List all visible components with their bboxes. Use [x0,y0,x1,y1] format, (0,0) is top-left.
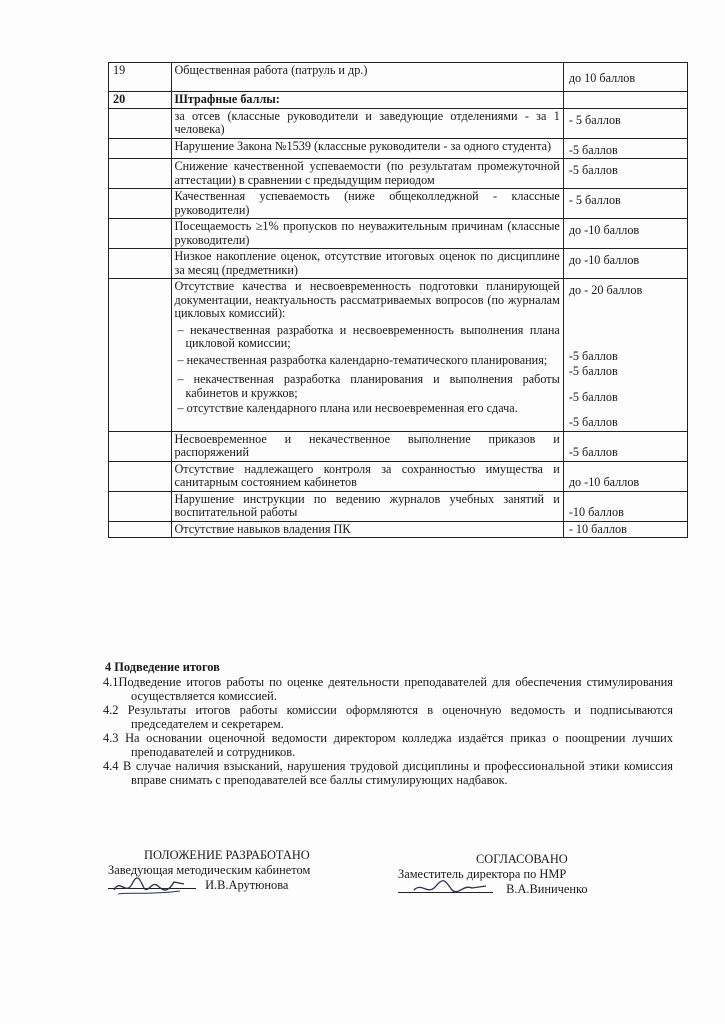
row-description: за отсев (классные руководители и заведующие отделениями - за 1 человека) [171,108,563,138]
approved-title: СОГЛАСОВАНО [476,852,568,866]
row-number [109,279,172,432]
row-points: до -10 баллов [563,219,687,249]
row-number [109,138,172,159]
row-description-intro: Отсутствие качества и несвоевременность подготовки планирующей документации, неактуальность рассматриваемых вопросов (по журналам цикловых комиссий): [174,279,560,320]
row-points: -5 баллов [563,431,687,461]
summary-item: 4.2 Результаты итогов работы комиссии оформляются в оценочную ведомость и подписываются председателем и секретарем. [103,703,673,731]
sub-item-points: -5 баллов [568,415,618,429]
summary-item: 4.4 В случае наличия взысканий, нарушения трудовой дисциплины и профессиональной этики комиссия вправе снимать с преподавателей все баллы стимулирующих надбавок. [103,759,673,787]
row-points: до -10 баллов [563,461,687,491]
summary-item: 4.3 На основании оценочной ведомости директором колледжа издаётся приказ о поощрении лучших преподавателей и сотрудников. [103,731,673,759]
row-points: - 5 баллов [563,189,687,219]
table-row [109,159,688,189]
summary-item: 4.1Подведение итогов работы по оценке деятельности преподавателей для обеспечения стимулирования осуществляется комиссией. [103,675,673,703]
row-number [109,189,172,219]
row-number [109,431,172,461]
row-points: -10 баллов [563,491,687,521]
table-row [109,189,688,219]
row-number [109,159,172,189]
row-points: до -10 баллов [563,249,687,279]
row-points [563,92,687,109]
row-number [109,219,172,249]
row-number [109,461,172,491]
row-number [109,108,172,138]
table-row [109,92,688,109]
row-number [109,249,172,279]
sub-item-points: -5 баллов [568,349,618,363]
row-number [109,491,172,521]
row-number [109,521,172,538]
row-number: 20 [109,92,172,109]
row-description: Нарушение Закона №1539 (классные руководители - за одного студента) [171,138,563,159]
table-row [109,279,688,432]
row-description: Общественная работа (патруль и др.) [171,63,563,92]
sub-item: – отсутствие календарного плана или несвоевременная его сдача. [177,401,518,415]
row-points: до 10 баллов [563,63,687,92]
signer-name: И.В.Арутюнова [205,878,289,892]
table-row [109,461,688,491]
handwritten-signature-right [410,878,490,900]
row-points: - 5 баллов [563,108,687,138]
sub-item-points: -5 баллов [568,364,618,378]
sub-item: – некачественная разработка планирования и выполнения работы кабинетов и кружков; [177,372,560,400]
table-row [109,431,688,461]
row-points: -5 баллов [563,159,687,189]
table-row [109,63,688,92]
table-row [109,521,688,538]
row-description [171,279,563,432]
row-description: Отсутствие надлежащего контроля за сохранностью имущества и санитарным состоянием кабинетов [171,461,563,491]
table-row [109,491,688,521]
table-row [109,108,688,138]
criteria-table [108,62,688,538]
row-points [563,279,687,432]
row-description: Нарушение инструкции по ведению журналов учебных занятий и воспитательной работы [171,491,563,521]
sub-item: – некачественная разработка календарно-тематического планирования; [177,352,548,367]
sub-item-points: -5 баллов [568,390,618,404]
table-row [109,249,688,279]
row-description: Низкое накопление оценок, отсутствие итоговых оценок по дисциплине за месяц (предметники) [171,249,563,279]
developed-title: ПОЛОЖЕНИЕ РАЗРАБОТАНО [144,848,310,862]
row-description: Снижение качественной успеваемости (по результатам промежуточной аттестации) в сравнении с предыдущим периодом [171,159,563,189]
row-description: Несвоевременное и некачественное выполнение приказов и распоряжений [171,431,563,461]
signer-position: Заведующая методическим кабинетом [108,863,311,877]
row-description: Штрафные баллы: [171,92,563,109]
row-points: -5 баллов [563,138,687,159]
table-row [109,138,688,159]
row-number: 19 [109,63,172,92]
approver-name: В.А.Виниченко [506,882,588,896]
summary-heading: 4 Подведение итогов [105,660,220,674]
summary-section [103,660,673,787]
row-points-total: до - 20 баллов [568,283,643,297]
table-row [109,219,688,249]
handwritten-signature-left [110,874,190,900]
approver-position: Заместитель директора по НМР [398,867,567,881]
row-description: Посещаемость ≥1% пропусков по неуважительным причинам (классные руководители) [171,219,563,249]
row-description: Отсутствие навыков владения ПК [171,521,563,538]
sub-item: – некачественная разработка и несвоевременность выполнения плана цикловой комиссии; [177,322,560,350]
row-description: Качественная успеваемость (ниже общеколледжной - классные руководители) [171,189,563,219]
row-points: - 10 баллов [563,521,687,538]
